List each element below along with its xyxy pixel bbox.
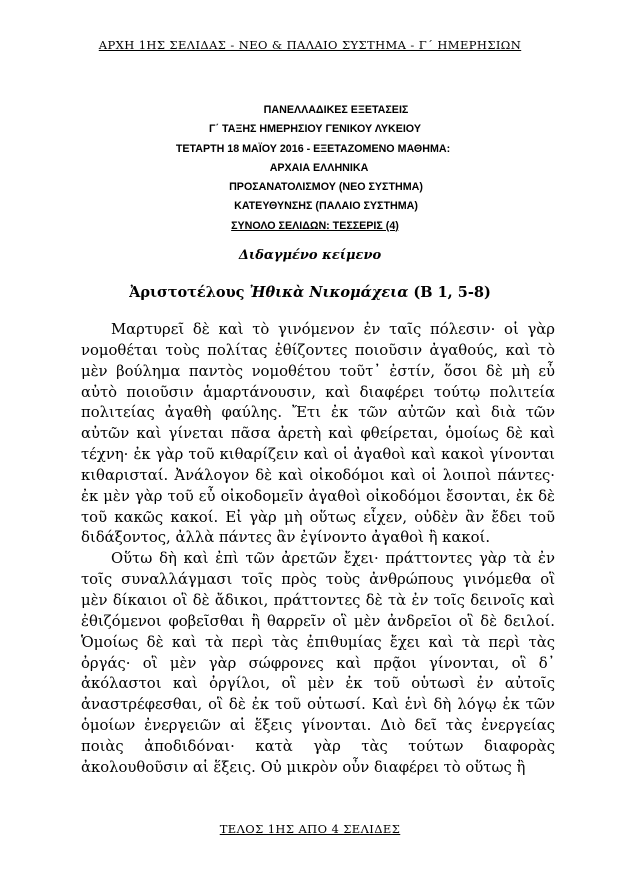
exam-title: ΠΑΝΕΛΛΑΔΙΚΕΣ ΕΞΕΤΑΣΕΙΣ (263, 104, 409, 116)
exam-subject: ΑΡΧΑΙΑ ΕΛΛΗΝΙΚΑ (269, 161, 369, 174)
source-author: Ἀριστοτέλους (129, 284, 245, 301)
exam-page-count: ΣΥΝΟΛΟ ΣΕΛΙΔΩΝ: ΤΕΣΣΕΡΙΣ (4) (231, 219, 399, 232)
exam-grade: Γ΄ ΤΑΞΗΣ ΗΜΕΡΗΣΙΟΥ ΓΕΝΙΚΟΥ ΛΥΚΕΙΟΥ (209, 123, 421, 136)
page-footer: ΤΕΛΟΣ 1ΗΣ ΑΠΟ 4 ΣΕΛΙΔΕΣ (219, 822, 401, 836)
page-running-header: ΑΡΧΗ 1ΗΣ ΣΕΛΙΔΑΣ - ΝΕΟ & ΠΑΛΑΙΟ ΣΥΣΤΗΜΑ - Γ΄ ΗΜΕΡΗΣΙΩΝ (98, 38, 522, 52)
text-paragraph: Οὕτω δὴ καὶ ἐπὶ τῶν ἀρετῶν ἔχει· πράττοντες γὰρ τὰ ἐν τοῖς συναλλάγμασι τοῖς πρὸς τοὺς ἀνθρώπους γινόμεθα οἳ μὲν δίκαιοι οἳ δὲ ἄδικοι, πράττοντες δὲ τὰ ἐν τοῖς δεινοῖς καὶ ἐθιζόμενοι φοβεῖσθαι ἢ θαρρεῖν οἳ μὲν ἀνδρεῖοι οἳ δὲ δειλοί. Ὁμοίως δὲ καὶ τὰ περὶ τὰς ἐπιθυμίας ἔχει καὶ τὰ περὶ τὰς ὀργάς· οἳ μὲν γὰρ σώφρονες καὶ πρᾷοι γίνονται, οἳ δ᾽ ἀκόλαστοι καὶ ὀργίλοι, οἳ μὲν ἐκ τοῦ οὑτωσὶ ἐν αὐτοῖς ἀναστρέφεσθαι, οἳ δὲ ἐκ τοῦ οὑτωσί. Καὶ ἑνὶ δὴ λόγῳ ἐκ τῶν ὁμοίων ἐνεργειῶν αἱ ἕξεις γίνονται. Διὸ δεῖ τὰς ἐνεργείας ποιὰς ἀποδιδόναι· κατὰ γὰρ τὰς τούτων διαφορὰς ἀκολουθοῦσιν αἱ ἕξεις. Οὐ μικρὸν οὖν διαφέρει τὸ οὕτως ἢ (81, 550, 555, 776)
exam-date-subject: ΤΕΤΑΡΤΗ 18 ΜΑΪΟΥ 2016 - ΕΞΕΤΑΖΟΜΕΝΟ ΜΑΘΗΜΑ: (175, 142, 451, 155)
ancient-text (81, 320, 555, 779)
text-paragraph: Μαρτυρεῖ δὲ καὶ τὸ γινόμενον ἐν ταῖς πόλεσιν· οἱ γὰρ νομοθέται τοὺς πολίτας ἐθίζοντες ποιοῦσιν ἀγαθούς, καὶ τὸ μὲν βούλημα παντὸς νομοθέτου τοῦτ᾽ ἐστίν, ὅσοι δὲ μὴ εὖ αὐτὸ ποιοῦσιν ἁμαρτάνουσιν, καὶ διαφέρει τούτῳ πολιτεία πολιτείας ἀγαθὴ φαύλης. Ἔτι ἐκ τῶν αὐτῶν καὶ διὰ τῶν αὐτῶν καὶ γίνεται πᾶσα ἀρετὴ καὶ φθείρεται, ὁμοίως δὲ καὶ τέχνη· ἐκ γὰρ τοῦ κιθαρίζειν καὶ οἱ ἀγαθοὶ καὶ κακοὶ γίνονται κιθαρισταί. Ἀνάλογον δὲ καὶ οἰκοδόμοι καὶ οἱ λοιποὶ πάντες· ἐκ μὲν γὰρ τοῦ εὖ οἰκοδομεῖν ἀγαθοὶ οἰκοδόμοι ἔσονται, ἐκ δὲ τοῦ κακῶς κακοί. Εἰ γὰρ μὴ οὕτως εἶχεν, οὐδὲν ἂν ἔδει τοῦ διδάξοντος, ἀλλὰ πάντες ἂν ἐγίνοντο ἀγαθοὶ ἢ κακοί. (81, 321, 555, 547)
section-title: Διδαγμένο κείμενο (238, 248, 382, 263)
source-work: Ἠθικὰ Νικομάχεια (249, 284, 409, 301)
exam-direction-old: ΚΑΤΕΥΘΥΝΣΗΣ (ΠΑΛΑΙΟ ΣΥΣΤΗΜΑ) (234, 200, 418, 213)
exam-info-block (0, 101, 620, 236)
source-title (0, 284, 620, 301)
exam-orientation-new: ΠΡΟΣΑΝΑΤΟΛΙΣΜΟΥ (ΝΕΟ ΣΥΣΤΗΜΑ) (229, 181, 423, 194)
source-reference: (Β 1, 5-8) (413, 284, 491, 301)
